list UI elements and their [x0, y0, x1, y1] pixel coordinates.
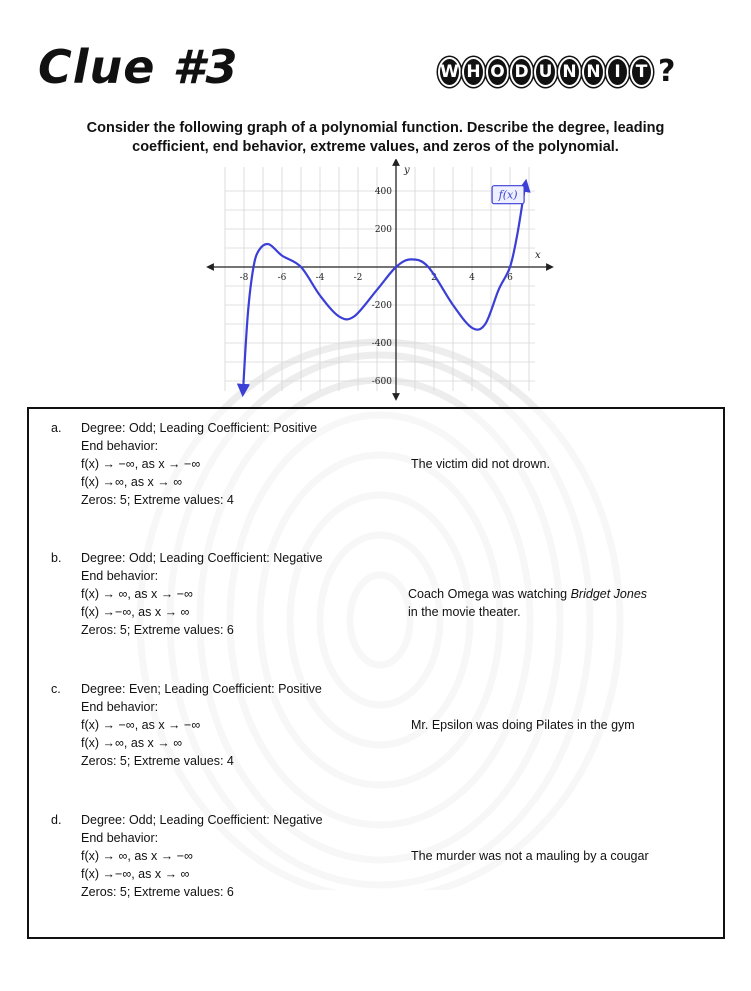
option-clue — [408, 585, 647, 603]
option-end-behavior-right: f(x) →−∞, as x → ∞ — [81, 605, 190, 619]
option-end-behavior-label: End behavior: — [81, 700, 159, 714]
option-end-behavior-label: End behavior: — [81, 831, 159, 845]
subtitle-letter: N — [558, 57, 581, 87]
option-degree: Degree: Even; Leading Coefficient: Positive — [81, 682, 322, 696]
x-tick-label: 6 — [507, 273, 513, 283]
function-label-box — [492, 186, 524, 204]
instructions-line: coefficient, end behavior, extreme values, and zeros of the polynomial. — [132, 139, 619, 155]
option-zeros-extremes: Zeros: 5; Extreme values: 4 — [81, 754, 234, 768]
option-zeros-extremes: Zeros: 5; Extreme values: 6 — [81, 623, 234, 637]
x-tick-label: -6 — [277, 273, 287, 283]
option-end-behavior-right: f(x) →∞, as x → ∞ — [81, 736, 183, 750]
option-end-behavior-left: f(x) → −∞, as x → −∞ — [81, 718, 201, 732]
graph-grid — [225, 167, 535, 391]
y-tick-label: -600 — [371, 377, 392, 387]
option-end-behavior-right: f(x) →∞, as x → ∞ — [81, 475, 183, 489]
page-title: Clue #3 — [38, 40, 239, 94]
option-letter: d. — [51, 813, 62, 827]
option-end-behavior-left: f(x) → ∞, as x → −∞ — [81, 849, 193, 863]
x-tick-label: 4 — [469, 273, 475, 283]
option-zeros-extremes: Zeros: 5; Extreme values: 4 — [81, 493, 234, 507]
option-clue-movie-title: Bridget Jones — [570, 587, 648, 601]
whodunnit-subtitle — [438, 54, 675, 89]
option-end-behavior-right: f(x) →−∞, as x → ∞ — [81, 867, 190, 881]
option-clue: The victim did not drown. — [411, 457, 550, 471]
polynomial-curve — [243, 185, 525, 390]
option-letter: c. — [51, 682, 61, 696]
option-clue: The murder was not a mauling by a cougar — [411, 849, 649, 863]
option-end-behavior-label: End behavior: — [81, 439, 159, 453]
x-axis-label: x — [535, 250, 541, 261]
y-axis-label: y — [404, 165, 410, 176]
instructions-line: Consider the following graph of a polynomial function. Describe the degree, leading — [86, 120, 665, 136]
option-degree: Degree: Odd; Leading Coefficient: Positive — [81, 421, 318, 435]
option-degree: Degree: Odd; Leading Coefficient: Negative — [81, 813, 323, 827]
subtitle-letter: N — [582, 57, 605, 87]
subtitle-letter: H — [462, 57, 485, 87]
option-letter: a. — [51, 421, 62, 435]
y-tick-label: -200 — [371, 301, 392, 311]
option-zeros-extremes: Zeros: 5; Extreme values: 6 — [81, 885, 234, 899]
function-label: f(x) — [498, 188, 518, 202]
subtitle-letter: O — [486, 57, 509, 87]
polynomial-graph — [205, 159, 555, 401]
x-tick-label: -2 — [353, 273, 363, 283]
answer-choices-box — [27, 407, 725, 939]
y-tick-label: 400 — [374, 187, 392, 197]
x-tick-label: -8 — [239, 273, 249, 283]
option-letter: b. — [51, 551, 62, 565]
option-clue-text: Coach Omega was watching — [408, 587, 571, 601]
subtitle-letter: U — [534, 57, 557, 87]
option-end-behavior-left: f(x) → −∞, as x → −∞ — [81, 457, 201, 471]
subtitle-question-mark: ? — [658, 54, 676, 89]
subtitle-letter: I — [606, 57, 629, 87]
option-degree: Degree: Odd; Leading Coefficient: Negative — [81, 551, 323, 565]
option-end-behavior-left: f(x) → ∞, as x → −∞ — [81, 587, 193, 601]
subtitle-letter: D — [510, 57, 533, 87]
option-clue: Mr. Epsilon was doing Pilates in the gym — [411, 718, 635, 732]
subtitle-letter: W — [438, 57, 461, 87]
x-tick-label: 2 — [431, 273, 437, 283]
x-tick-label: -4 — [315, 273, 325, 283]
option-clue-continued: in the movie theater. — [408, 605, 521, 619]
y-tick-label: 200 — [374, 225, 392, 235]
subtitle-letter: T — [630, 57, 653, 87]
option-end-behavior-label: End behavior: — [81, 569, 159, 583]
instructions — [40, 119, 711, 157]
y-tick-label: -400 — [371, 339, 392, 349]
